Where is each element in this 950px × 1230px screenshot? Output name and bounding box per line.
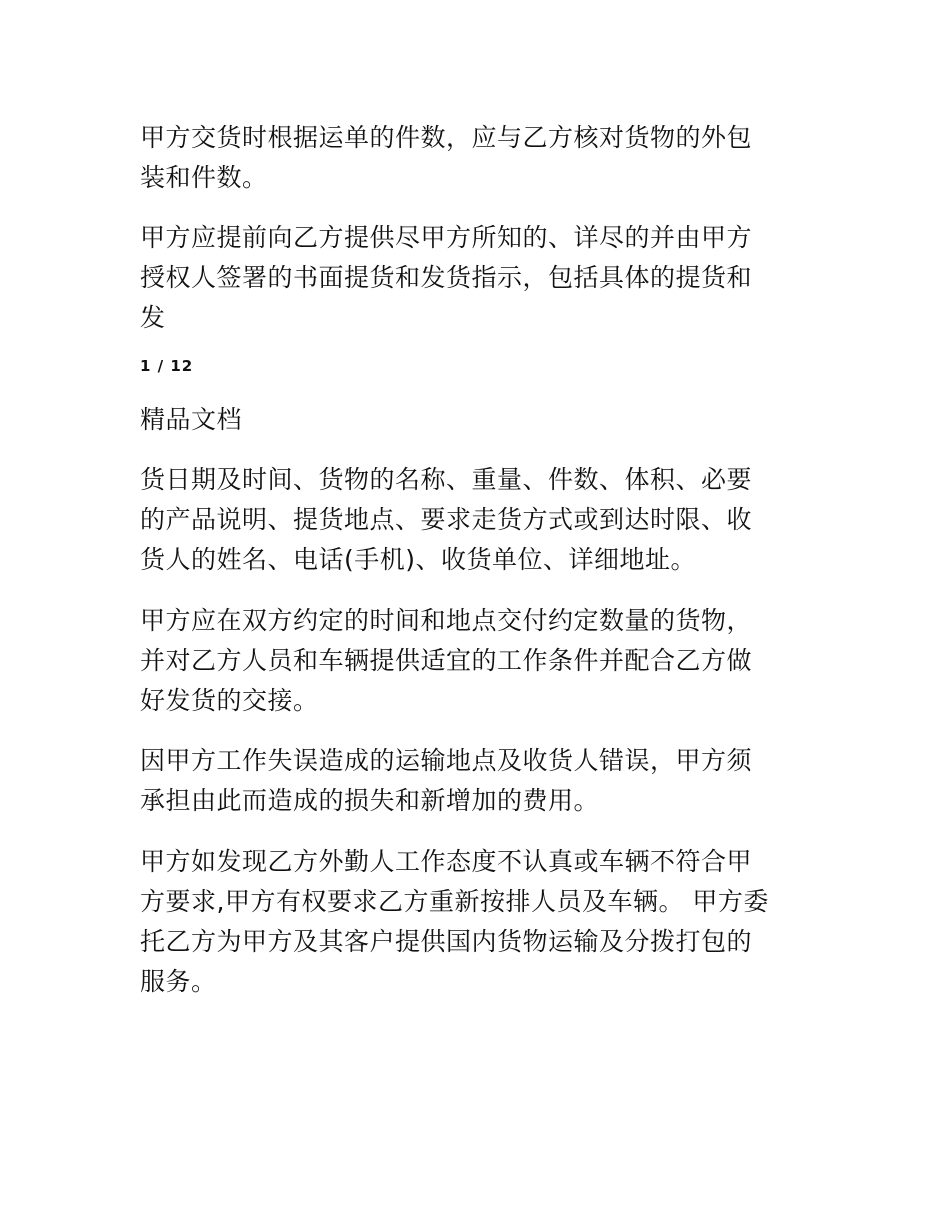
text-line: 发 (140, 303, 166, 332)
document-header-title (140, 400, 820, 440)
text-line: 货人的姓名、电话(手机)、收货单位、详细地址。 (140, 545, 697, 574)
text-line: 装和件数。 (140, 163, 268, 192)
text-line: 承担由此而造成的损失和新增加的费用。 (140, 786, 600, 815)
text-line: 好发货的交接。 (140, 686, 319, 715)
text-line: 甲方如发现乙方外勤人工作态度不认真或车辆不符合甲 (140, 847, 753, 876)
text-line: 服务。 (140, 967, 217, 996)
paragraph-shipment-details (140, 460, 820, 580)
paragraph-delivery-check (140, 118, 820, 198)
text-line: 甲方交货时根据运单的件数，应与乙方核对货物的外包 (140, 123, 753, 152)
text-line: 方要求,甲方有权要求乙方重新按排人员及车辆。 甲方委 (140, 887, 769, 916)
paragraph-handover-conditions (140, 601, 820, 721)
text-line: 并对乙方人员和车辆提供适宜的工作条件并配合乙方做 (140, 646, 753, 675)
header-title-text: 精品文档 (140, 405, 243, 434)
paragraph-error-liability (140, 741, 820, 821)
text-line: 甲方应提前向乙方提供尽甲方所知的、详尽的并由甲方 (140, 223, 753, 252)
text-line: 授权人签署的书面提货和发货指示，包括具体的提货和 (140, 263, 753, 292)
text-line: 托乙方为甲方及其客户提供国内货物运输及分拨打包的 (140, 927, 753, 956)
text-line: 甲方应在双方约定的时间和地点交付约定数量的货物， (140, 606, 753, 635)
paragraph-staff-replacement (140, 842, 820, 1002)
text-line: 因甲方工作失误造成的运输地点及收货人错误，甲方须 (140, 746, 753, 775)
text-line: 货日期及时间、货物的名称、重量、件数、体积、必要 (140, 465, 753, 494)
page-number: 1 / 12 (140, 357, 194, 375)
paragraph-delivery-instructions (140, 218, 820, 338)
text-line: 的产品说明、提货地点、要求走货方式或到达时限、收 (140, 505, 753, 534)
